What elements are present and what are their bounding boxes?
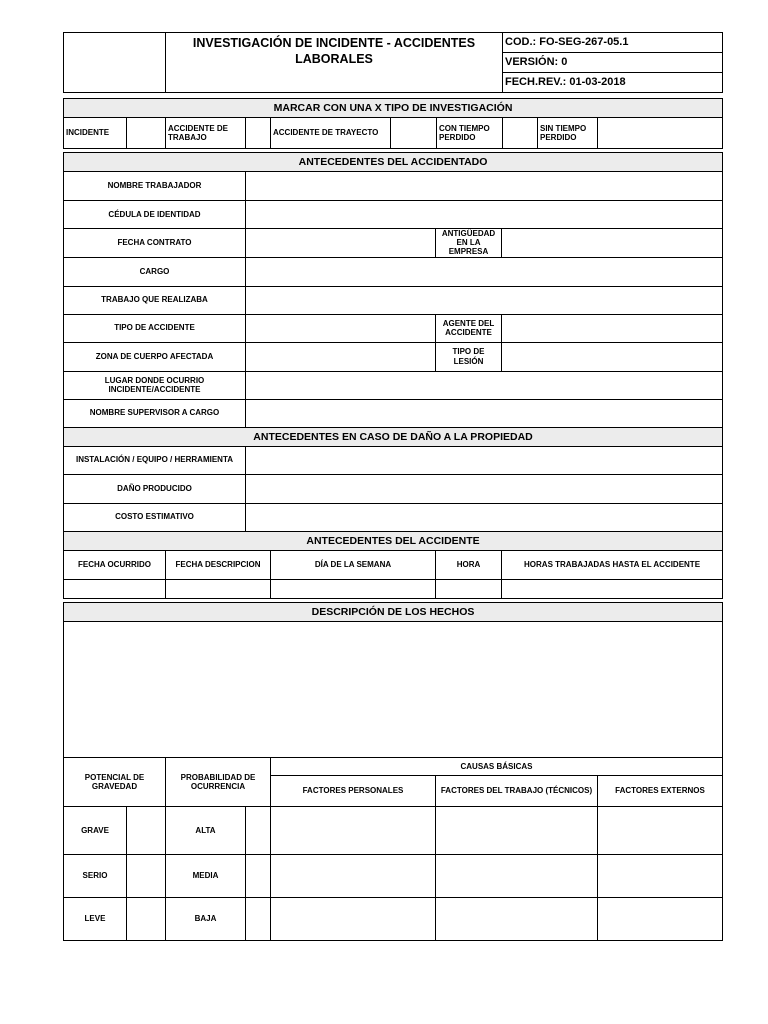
option-con-tiempo-label: CON TIEMPO PERDIDO bbox=[437, 118, 503, 149]
option-con-tiempo-checkbox[interactable] bbox=[503, 118, 538, 149]
label-costo: COSTO ESTIMATIVO bbox=[64, 503, 246, 531]
option-sin-tiempo-checkbox[interactable] bbox=[598, 118, 723, 149]
section-title-accidente: ANTECEDENTES DEL ACCIDENTE bbox=[64, 531, 723, 550]
form-rev-date: FECH.REV.: 01-03-2018 bbox=[503, 73, 723, 93]
form-version: VERSIÓN: 0 bbox=[503, 53, 723, 73]
label-zona-cuerpo: ZONA DE CUERPO AFECTADA bbox=[64, 342, 246, 371]
field-nombre-trabajador[interactable] bbox=[246, 172, 723, 201]
column-hora: HORA bbox=[436, 550, 502, 579]
gravedad-serio-checkbox[interactable] bbox=[127, 855, 166, 898]
field-factores-externos-1[interactable] bbox=[598, 807, 723, 855]
probabilidad-media-label: MEDIA bbox=[166, 855, 246, 898]
label-trabajo-realizaba: TRABAJO QUE REALIZABA bbox=[64, 286, 246, 314]
option-incidente-checkbox[interactable] bbox=[127, 118, 166, 149]
field-factores-externos-2[interactable] bbox=[598, 855, 723, 898]
field-factores-trabajo-2[interactable] bbox=[436, 855, 598, 898]
label-agente-accidente: AGENTE DEL ACCIDENTE bbox=[436, 314, 502, 342]
field-factores-externos-3[interactable] bbox=[598, 898, 723, 941]
field-tipo-accidente[interactable] bbox=[246, 314, 436, 342]
column-fecha-descripcion: FECHA DESCRIPCION bbox=[166, 550, 271, 579]
form-header bbox=[63, 32, 722, 93]
field-supervisor[interactable] bbox=[246, 399, 723, 427]
option-accidente-trabajo-checkbox[interactable] bbox=[246, 118, 271, 149]
section-title-hechos: DESCRIPCIÓN DE LOS HECHOS bbox=[64, 603, 723, 622]
probabilidad-alta-label: ALTA bbox=[166, 807, 246, 855]
investigation-type-section bbox=[63, 98, 722, 149]
label-nombre-trabajador: NOMBRE TRABAJADOR bbox=[64, 172, 246, 201]
probabilidad-baja-label: BAJA bbox=[166, 898, 246, 941]
probabilidad-alta-checkbox[interactable] bbox=[246, 807, 271, 855]
field-dia-semana[interactable] bbox=[271, 579, 436, 598]
field-trabajo-realizaba[interactable] bbox=[246, 286, 723, 314]
option-accidente-trayecto-checkbox[interactable] bbox=[391, 118, 437, 149]
label-supervisor: NOMBRE SUPERVISOR A CARGO bbox=[64, 399, 246, 427]
label-tipo-lesion: TIPO DE LESIÓN bbox=[436, 342, 502, 371]
probabilidad-media-checkbox[interactable] bbox=[246, 855, 271, 898]
field-factores-trabajo-3[interactable] bbox=[436, 898, 598, 941]
field-tipo-lesion[interactable] bbox=[502, 342, 723, 371]
label-cedula: CÉDULA DE IDENTIDAD bbox=[64, 201, 246, 229]
logo-box bbox=[64, 33, 166, 93]
probabilidad-baja-checkbox[interactable] bbox=[246, 898, 271, 941]
field-zona-cuerpo[interactable] bbox=[246, 342, 436, 371]
gravedad-grave-label: GRAVE bbox=[64, 807, 127, 855]
field-lugar[interactable] bbox=[246, 371, 723, 399]
column-dia-semana: DÍA DE LA SEMANA bbox=[271, 550, 436, 579]
label-tipo-accidente: TIPO DE ACCIDENTE bbox=[64, 314, 246, 342]
header-factores-externos: FACTORES EXTERNOS bbox=[598, 776, 723, 807]
label-lugar: LUGAR DONDE OCURRIO INCIDENTE/ACCIDENTE bbox=[64, 371, 246, 399]
gravedad-leve-label: LEVE bbox=[64, 898, 127, 941]
field-agente-accidente[interactable] bbox=[502, 314, 723, 342]
option-accidente-trabajo-label: ACCIDENTE DE TRABAJO bbox=[166, 118, 246, 149]
label-antiguedad: ANTIGÜEDAD EN LA EMPRESA bbox=[436, 229, 502, 258]
section-title-tipo: MARCAR CON UNA X TIPO DE INVESTIGACIÓN bbox=[64, 99, 723, 118]
field-cargo[interactable] bbox=[246, 257, 723, 286]
field-factores-trabajo-1[interactable] bbox=[436, 807, 598, 855]
field-fecha-ocurrido[interactable] bbox=[64, 579, 166, 598]
field-horas-trabajadas[interactable] bbox=[502, 579, 723, 598]
field-fecha-descripcion[interactable] bbox=[166, 579, 271, 598]
label-cargo: CARGO bbox=[64, 257, 246, 286]
label-instalacion: INSTALACIÓN / EQUIPO / HERRAMIENTA bbox=[64, 446, 246, 474]
field-antiguedad[interactable] bbox=[502, 229, 723, 258]
header-factores-personales: FACTORES PERSONALES bbox=[271, 776, 436, 807]
label-fecha-contrato: FECHA CONTRATO bbox=[64, 229, 246, 258]
header-probabilidad-ocurrencia: PROBABILIDAD DE OCURRENCIA bbox=[166, 758, 271, 807]
antecedentes-section bbox=[63, 152, 722, 599]
gravedad-leve-checkbox[interactable] bbox=[127, 898, 166, 941]
field-instalacion[interactable] bbox=[246, 446, 723, 474]
field-costo[interactable] bbox=[246, 503, 723, 531]
option-incidente-label: INCIDENTE bbox=[64, 118, 127, 149]
column-fecha-ocurrido: FECHA OCURRIDO bbox=[64, 550, 166, 579]
field-cedula[interactable] bbox=[246, 201, 723, 229]
field-dano[interactable] bbox=[246, 474, 723, 503]
form-code: COD.: FO-SEG-267-05.1 bbox=[503, 33, 723, 53]
column-horas-trabajadas: HORAS TRABAJADAS HASTA EL ACCIDENTE bbox=[502, 550, 723, 579]
field-factores-personales-2[interactable] bbox=[271, 855, 436, 898]
field-fecha-contrato[interactable] bbox=[246, 229, 436, 258]
hechos-section bbox=[63, 602, 722, 941]
header-potencial-gravedad: POTENCIAL DE GRAVEDAD bbox=[64, 758, 166, 807]
option-accidente-trayecto-label: ACCIDENTE DE TRAYECTO bbox=[271, 118, 391, 149]
gravedad-serio-label: SERIO bbox=[64, 855, 127, 898]
form-title: INVESTIGACIÓN DE INCIDENTE - ACCIDENTES LABORALES bbox=[166, 33, 503, 93]
field-descripcion-hechos[interactable] bbox=[64, 622, 723, 758]
section-title-accidentado: ANTECEDENTES DEL ACCIDENTADO bbox=[64, 153, 723, 172]
label-dano: DAÑO PRODUCIDO bbox=[64, 474, 246, 503]
header-causas-basicas: CAUSAS BÁSICAS bbox=[271, 758, 723, 776]
gravedad-grave-checkbox[interactable] bbox=[127, 807, 166, 855]
option-sin-tiempo-label: SIN TIEMPO PERDIDO bbox=[538, 118, 598, 149]
field-factores-personales-3[interactable] bbox=[271, 898, 436, 941]
section-title-propiedad: ANTECEDENTES EN CASO DE DAÑO A LA PROPIEDAD bbox=[64, 427, 723, 446]
field-factores-personales-1[interactable] bbox=[271, 807, 436, 855]
field-hora[interactable] bbox=[436, 579, 502, 598]
header-factores-trabajo: FACTORES DEL TRABAJO (TÉCNICOS) bbox=[436, 776, 598, 807]
